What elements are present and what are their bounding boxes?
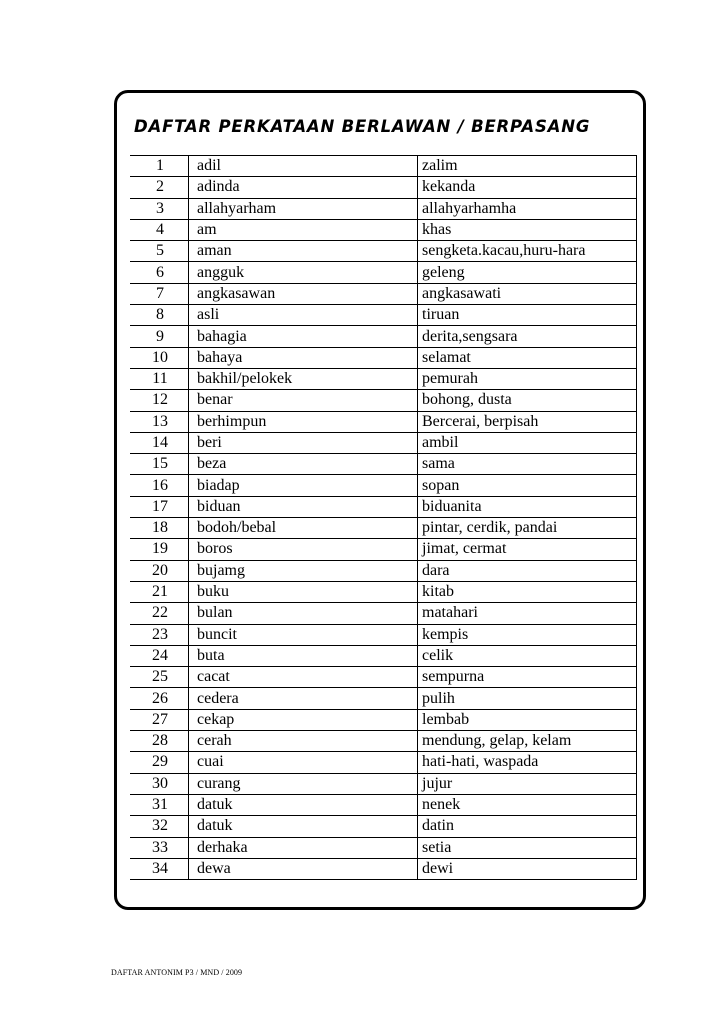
table-row xyxy=(130,432,637,453)
row-number: 20 xyxy=(152,561,168,579)
row-number: 23 xyxy=(152,625,168,643)
table-row xyxy=(130,539,637,560)
word-cell: allahyarham xyxy=(189,198,418,219)
table-row xyxy=(130,219,637,240)
word-cell: adil xyxy=(189,156,418,177)
row-number: 34 xyxy=(152,859,168,877)
row-number: 19 xyxy=(152,540,168,558)
table-row xyxy=(130,305,637,326)
table-row xyxy=(130,198,637,219)
table-row xyxy=(130,581,637,602)
table-row xyxy=(130,347,637,368)
opposite-cell: bohong, dusta xyxy=(418,390,637,411)
opposite-cell: dewi xyxy=(418,858,637,879)
opposite-cell: ambil xyxy=(418,432,637,453)
word-cell: angguk xyxy=(189,262,418,283)
table-row xyxy=(130,518,637,539)
opposite-cell: dara xyxy=(418,560,637,581)
row-number: 16 xyxy=(152,476,168,494)
word-cell: curang xyxy=(189,773,418,794)
opposite-cell: hati-hati, waspada xyxy=(418,752,637,773)
word-cell: cekap xyxy=(189,709,418,730)
document-title: DAFTAR PERKATAAN BERLAWAN / BERPASANG xyxy=(134,117,591,136)
table-row xyxy=(130,624,637,645)
word-cell: buta xyxy=(189,645,418,666)
opposite-cell: selamat xyxy=(418,347,637,368)
table-row xyxy=(130,688,637,709)
opposite-cell: pulih xyxy=(418,688,637,709)
row-number: 18 xyxy=(152,519,168,537)
table-row xyxy=(130,411,637,432)
word-cell: asli xyxy=(189,305,418,326)
word-cell: datuk xyxy=(189,816,418,837)
word-cell: angkasawan xyxy=(189,283,418,304)
word-cell: derhaka xyxy=(189,837,418,858)
word-cell: bodoh/bebal xyxy=(189,518,418,539)
opposite-cell: kekanda xyxy=(418,177,637,198)
antonym-table-body xyxy=(130,156,637,880)
opposite-cell: kitab xyxy=(418,581,637,602)
row-number: 14 xyxy=(152,434,168,451)
row-number: 26 xyxy=(152,689,168,707)
word-cell: berhimpun xyxy=(189,411,418,432)
row-number: 15 xyxy=(152,455,168,473)
antonym-table xyxy=(130,155,637,880)
word-cell: bahaya xyxy=(189,347,418,368)
row-number: 27 xyxy=(152,710,168,728)
opposite-cell: jimat, cermat xyxy=(418,539,637,560)
word-cell: boros xyxy=(189,539,418,560)
row-number: 1 xyxy=(156,157,164,175)
table-row xyxy=(130,475,637,496)
opposite-cell: nenek xyxy=(418,794,637,815)
row-number: 30 xyxy=(152,774,168,792)
opposite-cell: pemurah xyxy=(418,368,637,389)
opposite-cell: setia xyxy=(418,837,637,858)
table-row xyxy=(130,368,637,389)
word-cell: biduan xyxy=(189,496,418,517)
word-cell: beza xyxy=(189,454,418,475)
word-cell: cedera xyxy=(189,688,418,709)
table-row xyxy=(130,667,637,688)
table-row xyxy=(130,454,637,475)
word-cell: bulan xyxy=(189,603,418,624)
row-number: 21 xyxy=(152,583,168,601)
table-row xyxy=(130,858,637,879)
word-cell: buncit xyxy=(189,624,418,645)
row-number: 12 xyxy=(152,391,168,409)
opposite-cell: angkasawati xyxy=(418,283,637,304)
opposite-cell: zalim xyxy=(418,156,637,177)
word-cell: cuai xyxy=(189,752,418,773)
table-row xyxy=(130,326,637,347)
opposite-cell: lembab xyxy=(418,709,637,730)
table-row xyxy=(130,603,637,624)
row-number: 5 xyxy=(156,242,164,260)
table-row xyxy=(130,283,637,304)
row-number: 13 xyxy=(152,412,168,430)
table-row xyxy=(130,496,637,517)
table-row xyxy=(130,241,637,262)
opposite-cell: mendung, gelap, kelam xyxy=(418,731,637,752)
opposite-cell: matahari xyxy=(418,603,637,624)
table-row xyxy=(130,752,637,773)
opposite-cell: sempurna xyxy=(418,667,637,688)
word-cell: bahagia xyxy=(189,326,418,347)
page-footer: DAFTAR ANTONIM P3 / MND / 2009 xyxy=(111,968,243,977)
row-number: 10 xyxy=(152,348,168,366)
row-number: 22 xyxy=(152,604,168,622)
word-cell: bujamg xyxy=(189,560,418,581)
word-cell: biadap xyxy=(189,475,418,496)
opposite-cell: datin xyxy=(418,816,637,837)
table-row xyxy=(130,262,637,283)
table-row xyxy=(130,773,637,794)
opposite-cell: celik xyxy=(418,645,637,666)
table-row xyxy=(130,645,637,666)
word-cell: aman xyxy=(189,241,418,262)
opposite-cell: derita,sengsara xyxy=(418,326,637,347)
row-number: 2 xyxy=(156,178,164,196)
table-row xyxy=(130,156,637,177)
row-number: 8 xyxy=(156,306,164,324)
opposite-cell: sama xyxy=(418,454,637,475)
row-number: 25 xyxy=(152,668,168,686)
word-cell: datuk xyxy=(189,794,418,815)
row-number: 9 xyxy=(156,327,164,345)
opposite-cell: tiruan xyxy=(418,305,637,326)
word-cell: beri xyxy=(189,432,418,453)
opposite-cell: sopan xyxy=(418,475,637,496)
opposite-cell: allahyarhamha xyxy=(418,198,637,219)
word-cell: cacat xyxy=(189,667,418,688)
word-cell: dewa xyxy=(189,858,418,879)
row-number: 31 xyxy=(152,796,168,814)
table-row xyxy=(130,837,637,858)
opposite-cell: Bercerai, berpisah xyxy=(418,411,637,432)
word-cell: buku xyxy=(189,581,418,602)
table-row xyxy=(130,560,637,581)
opposite-cell: geleng xyxy=(418,262,637,283)
row-number: 7 xyxy=(156,284,164,302)
row-number: 29 xyxy=(152,753,168,771)
table-row xyxy=(130,177,637,198)
word-cell: bakhil/pelokek xyxy=(189,368,418,389)
opposite-cell: jujur xyxy=(418,773,637,794)
word-cell: benar xyxy=(189,390,418,411)
row-number: 33 xyxy=(152,838,168,856)
word-cell: cerah xyxy=(189,731,418,752)
word-cell: am xyxy=(189,219,418,240)
row-number: 32 xyxy=(152,817,168,835)
opposite-cell: kempis xyxy=(418,624,637,645)
row-number: 11 xyxy=(152,370,168,388)
row-number: 17 xyxy=(152,497,168,515)
table-row xyxy=(130,794,637,815)
table-row xyxy=(130,731,637,752)
table-row xyxy=(130,709,637,730)
row-number: 6 xyxy=(156,263,164,281)
opposite-cell: sengketa.kacau,huru-hara xyxy=(418,241,637,262)
opposite-cell: biduanita xyxy=(418,496,637,517)
row-number: 4 xyxy=(156,221,164,239)
row-number: 28 xyxy=(152,732,168,750)
table-row xyxy=(130,816,637,837)
word-cell: adinda xyxy=(189,177,418,198)
table-row xyxy=(130,390,637,411)
row-number: 3 xyxy=(156,199,164,217)
opposite-cell: khas xyxy=(418,219,637,240)
row-number: 24 xyxy=(152,646,168,664)
opposite-cell: pintar, cerdik, pandai xyxy=(418,518,637,539)
